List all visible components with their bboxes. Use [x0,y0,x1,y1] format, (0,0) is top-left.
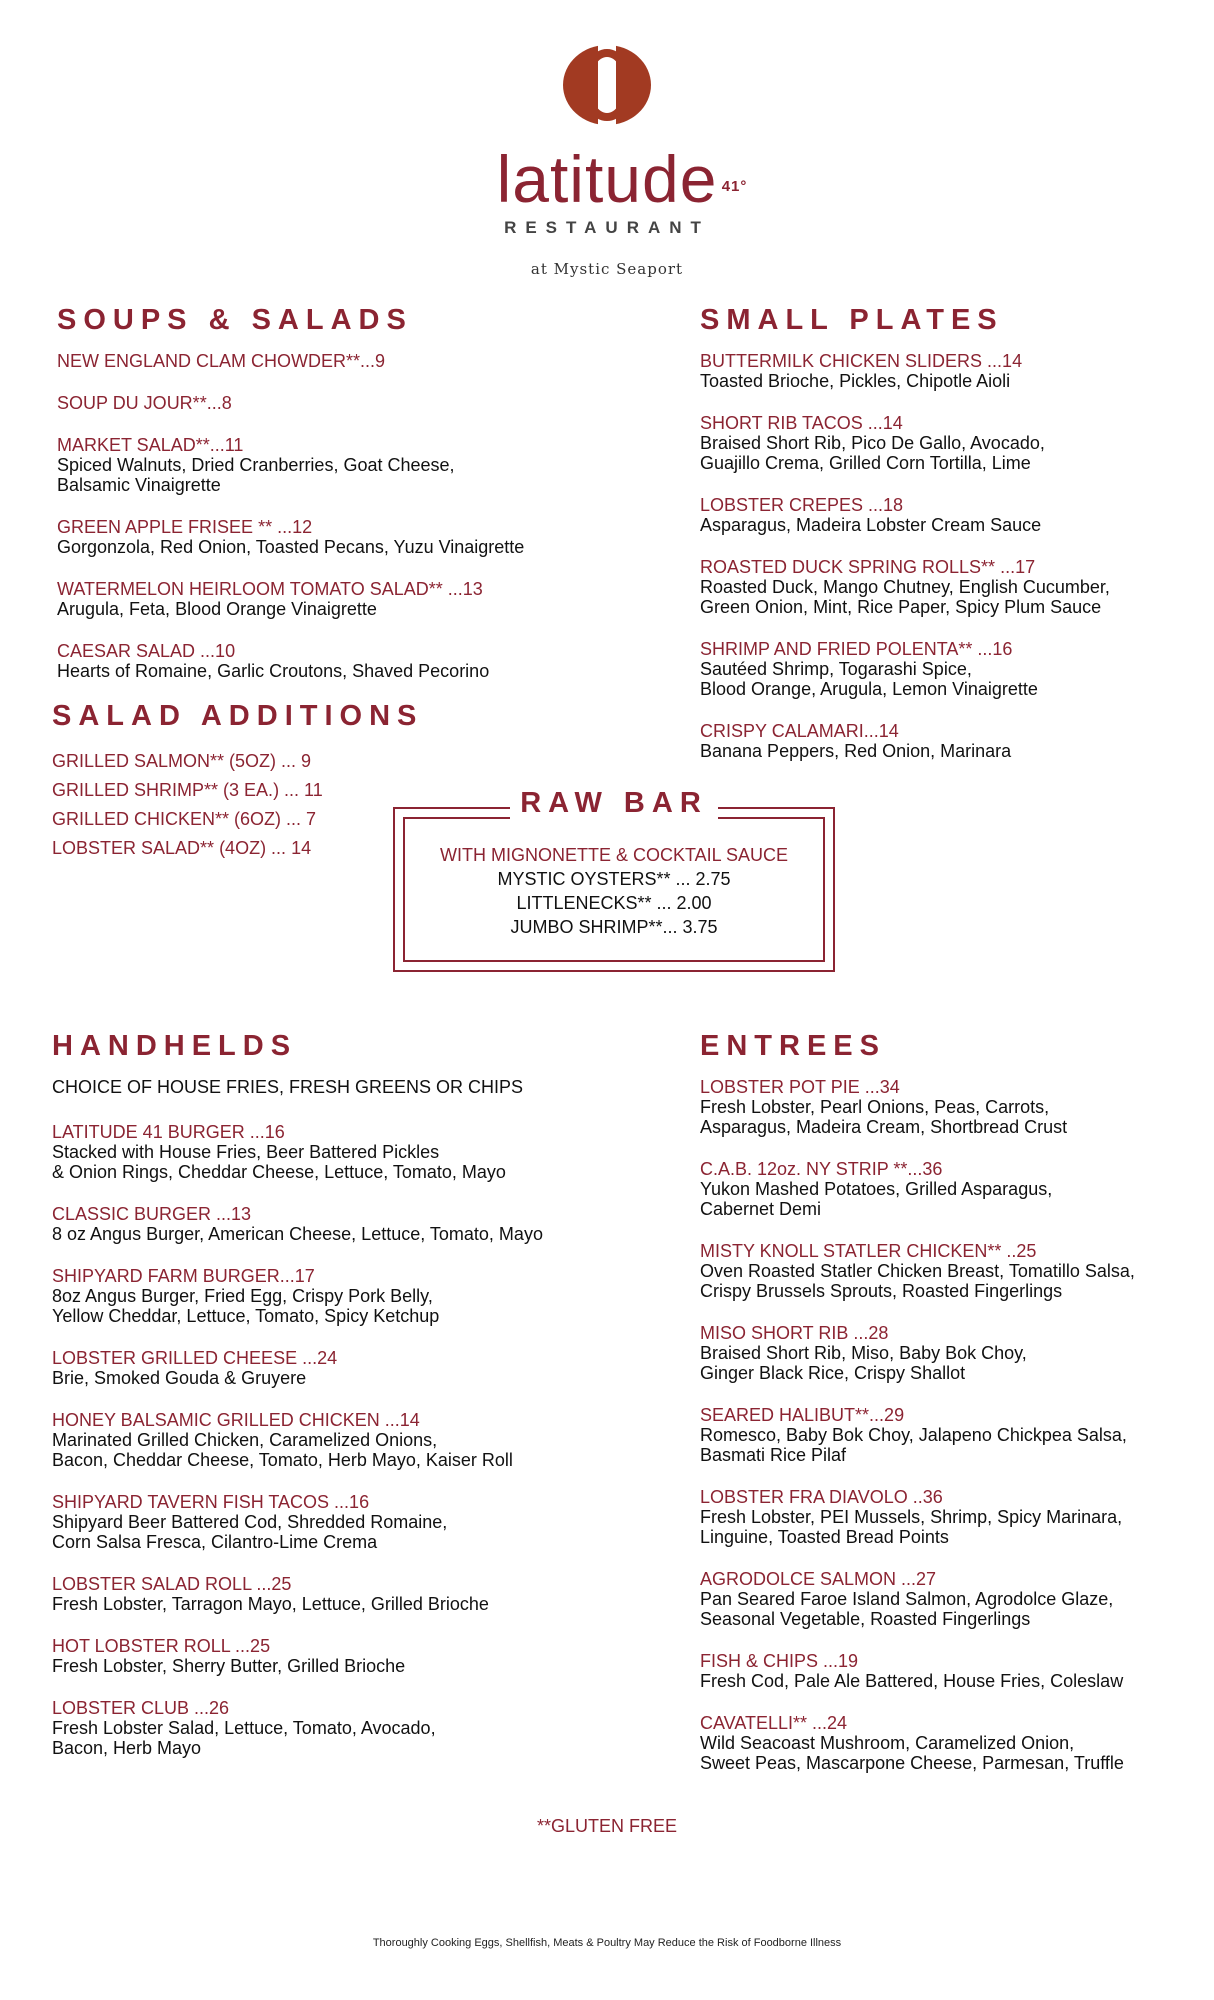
section-title: SMALL PLATES [700,304,1004,336]
menu-item-description: Shipyard Beer Battered Cod, Shredded Romaine, Corn Salsa Fresca, Cilantro-Lime Crema [52,1512,448,1552]
menu-item-name: AGRODOLCE SALMON ...27 [700,1569,937,1589]
menu-item [57,517,617,557]
menu-list [700,1077,1200,1773]
menu-item [52,1266,642,1326]
section-title: SALAD ADDITIONS [52,700,424,732]
restaurant-logo [0,44,1214,278]
gluten-free-note: **GLUTEN FREE [536,1816,678,1836]
menu-item-name: CAESAR SALAD ...10 [57,641,236,661]
salad-additions-section [52,700,432,863]
menu-item-description: Fresh Cod, Pale Ale Battered, House Fries, Coleslaw [700,1671,1124,1691]
menu-item [700,351,1200,391]
menu-item-name: HOT LOBSTER ROLL ...25 [52,1636,271,1656]
menu-item-name: SOUP DU JOUR**...8 [57,393,232,413]
menu-item-description: Braised Short Rib, Pico De Gallo, Avocado, Guajillo Crema, Grilled Corn Tortilla, Lime [700,433,1045,473]
menu-item-name: C.A.B. 12oz. NY STRIP **...36 [700,1159,943,1179]
menu-item [52,1410,642,1470]
menu-item [57,351,617,371]
handhelds-note: CHOICE OF HOUSE FRIES, FRESH GREENS OR CHIPS [52,1077,524,1097]
menu-item-name: ROASTED DUCK SPRING ROLLS** ...17 [700,557,1036,577]
menu-item [700,1077,1200,1137]
menu-item-description: Pan Seared Faroe Island Salmon, Agrodolce Glaze, Seasonal Vegetable, Roasted Fingerlings [700,1589,1114,1629]
menu-item-name: BUTTERMILK CHICKEN SLIDERS ...14 [700,351,1023,371]
menu-item-description: Fresh Lobster Salad, Lettuce, Tomato, Avocado, Bacon, Herb Mayo [52,1718,436,1758]
raw-bar-title: RAW BAR [395,787,833,820]
menu-item-description: Fresh Lobster, Sherry Butter, Grilled Brioche [52,1656,406,1676]
menu-item-name: LOBSTER POT PIE ...34 [700,1077,900,1097]
menu-item [700,1323,1200,1383]
menu-item [700,1713,1200,1773]
menu-item [700,639,1200,699]
menu-item [52,1122,642,1182]
logo-subtitle: RESTAURANT [504,218,710,237]
menu-item-name: LOBSTER CREPES ...18 [700,495,904,515]
menu-item-description: Banana Peppers, Red Onion, Marinara [700,741,1012,761]
menu-item-description: Gorgonzola, Red Onion, Toasted Pecans, Yuzu Vinaigrette [57,537,525,557]
menu-item-name: MARKET SALAD**...11 [57,435,244,455]
menu-item-name: MISO SHORT RIB ...28 [700,1323,889,1343]
menu-item-description: Sautéed Shrimp, Togarashi Spice, Blood Orange, Arugula, Lemon Vinaigrette [700,659,1038,699]
menu-item-name: LOBSTER CLUB ...26 [52,1698,230,1718]
handhelds-section [52,1030,642,1780]
menu-item [700,1487,1200,1547]
menu-item-name: CAVATELLI** ...24 [700,1713,848,1733]
menu-item [700,721,1200,761]
menu-item-name: NEW ENGLAND CLAM CHOWDER**...9 [57,351,386,371]
menu-item-description: 8 oz Angus Burger, American Cheese, Lettuce, Tomato, Mayo [52,1224,543,1244]
entrees-section [700,1030,1200,1795]
menu-item-description: Stacked with House Fries, Beer Battered Pickles & Onion Rings, Cheddar Cheese, Lettuce, Tomato, Mayo [52,1142,506,1182]
menu-item-description: Spiced Walnuts, Dried Cranberries, Goat Cheese, Balsamic Vinaigrette [57,455,455,495]
menu-item [52,1636,642,1676]
section-title: SOUPS & SALADS [57,304,413,336]
menu-item [57,393,617,413]
menu-item [52,1204,642,1244]
menu-item [700,1241,1200,1301]
raw-bar-content [395,843,833,939]
menu-item-description: Oven Roasted Statler Chicken Breast, Tomatillo Salsa, Crispy Brussels Sprouts, Roasted Fingerlings [700,1261,1135,1301]
list-row: GRILLED CHICKEN** (6OZ) ... 7 [52,809,317,829]
menu-item-name: SHRIMP AND FRIED POLENTA** ...16 [700,639,1013,659]
menu-item-name: LATITUDE 41 BURGER ...16 [52,1122,285,1142]
list-row: GRILLED SHRIMP** (3 EA.) ... 11 [52,780,323,800]
menu-item-description: Toasted Brioche, Pickles, Chipotle Aioli [700,371,1011,391]
menu-item-name: LOBSTER SALAD ROLL ...25 [52,1574,292,1594]
menu-item-name: WATERMELON HEIRLOOM TOMATO SALAD** ...13 [57,579,483,599]
menu-item-description: Braised Short Rib, Miso, Baby Bok Choy, Ginger Black Rice, Crispy Shallot [700,1343,1027,1383]
footer-disclaimer: Thoroughly Cooking Eggs, Shellfish, Meats & Poultry May Reduce the Risk of Foodborne Illness [372,1937,842,1949]
section-title: ENTREES [700,1030,886,1062]
menu-item-description: Asparagus, Madeira Lobster Cream Sauce [700,515,1042,535]
menu-list [52,1122,642,1758]
menu-item [57,641,617,681]
raw-bar-subtitle: WITH MIGNONETTE & COCKTAIL SAUCE [439,845,789,865]
menu-item [57,579,617,619]
menu-item-description: Hearts of Romaine, Garlic Croutons, Shaved Pecorino [57,661,490,681]
menu-item-description: Romesco, Baby Bok Choy, Jalapeno Chickpea Salsa, Basmati Rice Pilaf [700,1425,1127,1465]
menu-item [52,1574,642,1614]
logo-tagline: at Mystic Seaport [530,260,684,278]
menu-item-description: 8oz Angus Burger, Fried Egg, Crispy Pork Belly, Yellow Cheddar, Lettuce, Tomato, Spicy Ketchup [52,1286,440,1326]
menu-item [52,1348,642,1388]
raw-bar-box [393,787,835,972]
menu-item-description: Fresh Lobster, Pearl Onions, Peas, Carrots, Asparagus, Madeira Cream, Shortbread Crust [700,1097,1068,1137]
soups-salads-section [57,304,617,703]
menu-item [700,557,1200,617]
list-row: LOBSTER SALAD** (4OZ) ... 14 [52,838,312,858]
menu-item-name: LOBSTER GRILLED CHEESE ...24 [52,1348,338,1368]
menu-item [700,1159,1200,1219]
menu-item-name: CRISPY CALAMARI...14 [700,721,899,741]
menu-item-name: SHIPYARD TAVERN FISH TACOS ...16 [52,1492,370,1512]
menu-item [52,1698,642,1758]
menu-list [57,351,617,681]
list-row: MYSTIC OYSTERS** ... 2.75 [497,869,731,889]
menu-item-name: CLASSIC BURGER ...13 [52,1204,252,1224]
menu-item-description: Wild Seacoast Mushroom, Caramelized Onion, Sweet Peas, Mascarpone Cheese, Parmesan, Truffle [700,1733,1124,1773]
list-row: JUMBO SHRIMP**... 3.75 [510,917,718,937]
menu-item-name: HONEY BALSAMIC GRILLED CHICKEN ...14 [52,1410,420,1430]
menu-item-description: Brie, Smoked Gouda & Gruyere [52,1368,307,1388]
logo-emblem-icon [562,44,652,126]
menu-item [57,435,617,495]
logo-number: 41° [721,178,748,195]
menu-item-name: GREEN APPLE FRISEE ** ...12 [57,517,313,537]
menu-item-name: LOBSTER FRA DIAVOLO ..36 [700,1487,943,1507]
menu-item [700,413,1200,473]
menu-item-name: SHIPYARD FARM BURGER...17 [52,1266,315,1286]
menu-item-name: FISH & CHIPS ...19 [700,1651,859,1671]
menu-item [700,1651,1200,1691]
menu-item-description: Marinated Grilled Chicken, Caramelized Onions, Bacon, Cheddar Cheese, Tomato, Herb Mayo, Kaiser Roll [52,1430,513,1470]
menu-item-description: Fresh Lobster, Tarragon Mayo, Lettuce, Grilled Brioche [52,1594,489,1614]
list-row: LITTLENECKS** ... 2.00 [516,893,712,913]
menu-item-name: MISTY KNOLL STATLER CHICKEN** ..25 [700,1241,1037,1261]
section-title: HANDHELDS [52,1030,298,1062]
menu-item-name: SEARED HALIBUT**...29 [700,1405,905,1425]
additions-list [52,747,432,863]
menu-item [700,1569,1200,1629]
menu-item-description: Arugula, Feta, Blood Orange Vinaigrette [57,599,377,619]
menu-item-description: Roasted Duck, Mango Chutney, English Cucumber, Green Onion, Mint, Rice Paper, Spicy Plum Sauce [700,577,1110,617]
menu-item-description: Yukon Mashed Potatoes, Grilled Asparagus, Cabernet Demi [700,1179,1053,1219]
menu-item [52,1492,642,1552]
raw-bar-list [395,867,833,939]
menu-item [700,1405,1200,1465]
list-row: GRILLED SALMON** (5OZ) ... 9 [52,751,312,771]
menu-list [700,351,1200,761]
menu-item-description: Fresh Lobster, PEI Mussels, Shrimp, Spicy Marinara, Linguine, Toasted Bread Points [700,1507,1123,1547]
small-plates-section [700,304,1200,783]
menu-item-name: SHORT RIB TACOS ...14 [700,413,903,433]
logo-word: latitude 41° [497,146,718,212]
menu-item [700,495,1200,535]
